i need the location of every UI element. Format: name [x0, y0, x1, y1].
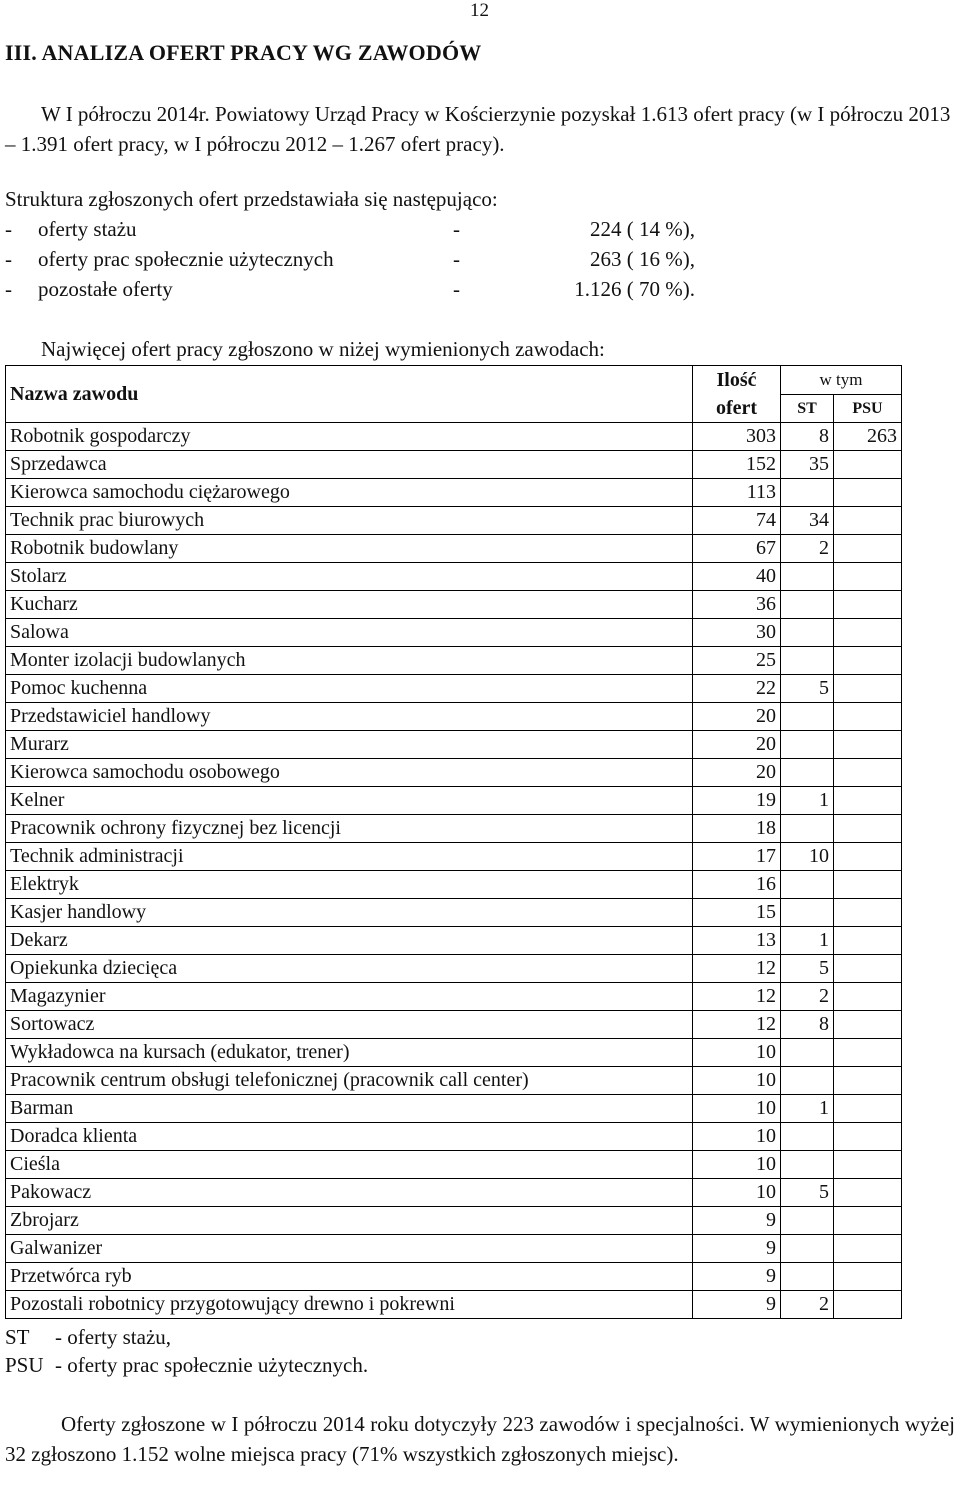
- cell-count: 10: [693, 1151, 781, 1179]
- cell-count: 18: [693, 815, 781, 843]
- table-row: [6, 1263, 902, 1291]
- cell-count: 9: [693, 1207, 781, 1235]
- cell-name: Wykładowca na kursach (edukator, trener): [6, 1039, 693, 1067]
- cell-count: 40: [693, 563, 781, 591]
- structure-item-dash: -: [5, 247, 12, 271]
- table-row: [6, 591, 902, 619]
- structure-item: [5, 217, 905, 247]
- structure-item-label: pozostałe oferty: [38, 277, 173, 301]
- cell-psu: [834, 1039, 902, 1067]
- table-row: [6, 703, 902, 731]
- cell-name: Kasjer handlowy: [6, 899, 693, 927]
- cell-name: Zbrojarz: [6, 1207, 693, 1235]
- cell-count: 20: [693, 703, 781, 731]
- cell-st: 10: [781, 843, 834, 871]
- cell-name: Cieśla: [6, 1151, 693, 1179]
- table-row: [6, 507, 902, 535]
- cell-count: 113: [693, 479, 781, 507]
- cell-st: [781, 647, 834, 675]
- cell-psu: [834, 927, 902, 955]
- structure-item-label: oferty stażu: [38, 217, 137, 241]
- cell-count: 17: [693, 843, 781, 871]
- table-row: [6, 759, 902, 787]
- cell-name: Doradca klienta: [6, 1123, 693, 1151]
- cell-psu: [834, 703, 902, 731]
- cell-psu: [834, 1067, 902, 1095]
- cell-psu: [834, 451, 902, 479]
- header-psu: PSU: [834, 394, 902, 423]
- cell-st: [781, 871, 834, 899]
- cell-name: Pracownik centrum obsługi telefonicznej (pracownik call center): [6, 1067, 693, 1095]
- cell-name: Stolarz: [6, 563, 693, 591]
- cell-psu: [834, 983, 902, 1011]
- cell-count: 9: [693, 1263, 781, 1291]
- structure-item-dash: -: [5, 277, 12, 301]
- cell-psu: [834, 1207, 902, 1235]
- cell-count: 67: [693, 535, 781, 563]
- structure-item-label: oferty prac społecznie użytecznych: [38, 247, 334, 271]
- cell-st: 8: [781, 1011, 834, 1039]
- cell-st: 8: [781, 423, 834, 451]
- cell-st: [781, 1151, 834, 1179]
- legend-abbr: PSU: [5, 1353, 44, 1377]
- cell-psu: [834, 675, 902, 703]
- cell-name: Galwanizer: [6, 1235, 693, 1263]
- cell-name: Robotnik budowlany: [6, 535, 693, 563]
- cell-st: [781, 1067, 834, 1095]
- cell-st: [781, 899, 834, 927]
- cell-psu: [834, 1151, 902, 1179]
- cell-count: 74: [693, 507, 781, 535]
- cell-count: 9: [693, 1235, 781, 1263]
- structure-item-sep: -: [453, 277, 460, 301]
- offers-table: [5, 365, 902, 1319]
- cell-name: Technik prac biurowych: [6, 507, 693, 535]
- cell-count: 16: [693, 871, 781, 899]
- cell-name: Kucharz: [6, 591, 693, 619]
- cell-st: [781, 563, 834, 591]
- cell-st: 2: [781, 1291, 834, 1319]
- cell-name: Kierowca samochodu osobowego: [6, 759, 693, 787]
- cell-count: 12: [693, 983, 781, 1011]
- cell-name: Sprzedawca: [6, 451, 693, 479]
- cell-st: [781, 1039, 834, 1067]
- table-row: [6, 983, 902, 1011]
- table-row: [6, 871, 902, 899]
- cell-name: Salowa: [6, 619, 693, 647]
- table-row: [6, 815, 902, 843]
- structure-item-value: 224 ( 14 %),: [590, 217, 695, 241]
- cell-psu: [834, 1235, 902, 1263]
- cell-psu: [834, 1123, 902, 1151]
- cell-name: Pomoc kuchenna: [6, 675, 693, 703]
- cell-st: [781, 1207, 834, 1235]
- cell-st: [781, 1263, 834, 1291]
- cell-psu: [834, 1291, 902, 1319]
- cell-psu: [834, 563, 902, 591]
- cell-count: 12: [693, 955, 781, 983]
- cell-st: [781, 591, 834, 619]
- cell-psu: [834, 535, 902, 563]
- table-row: [6, 535, 902, 563]
- cell-st: [781, 1123, 834, 1151]
- cell-count: 152: [693, 451, 781, 479]
- cell-st: 1: [781, 787, 834, 815]
- table-row: [6, 787, 902, 815]
- cell-count: 19: [693, 787, 781, 815]
- cell-st: [781, 1235, 834, 1263]
- cell-st: [781, 815, 834, 843]
- cell-count: 303: [693, 423, 781, 451]
- intro-paragraph: W I półroczu 2014r. Powiatowy Urząd Pracy w Kościerzynie pozyskał 1.613 ofert pracy (w I półroczu 2013 – 1.391 ofert pracy, w I półroczu 2012 – 1.267 ofert pracy).: [5, 102, 951, 156]
- structure-item-value: 263 ( 16 %),: [590, 247, 695, 271]
- cell-psu: [834, 1263, 902, 1291]
- cell-st: 5: [781, 1179, 834, 1207]
- table-row: [6, 1039, 902, 1067]
- cell-psu: [834, 955, 902, 983]
- table-row: [6, 451, 902, 479]
- legend-abbr: ST: [5, 1325, 30, 1349]
- cell-psu: [834, 1179, 902, 1207]
- cell-psu: [834, 507, 902, 535]
- cell-name: Sortowacz: [6, 1011, 693, 1039]
- structure-item: [5, 247, 905, 277]
- legend-item: [5, 1325, 171, 1350]
- cell-psu: [834, 843, 902, 871]
- cell-name: Monter izolacji budowlanych: [6, 647, 693, 675]
- table-row: [6, 647, 902, 675]
- table-row: [6, 927, 902, 955]
- offers-body: [6, 423, 902, 1319]
- cell-count: 22: [693, 675, 781, 703]
- cell-name: Pracownik ochrony fizycznej bez licencji: [6, 815, 693, 843]
- cell-psu: [834, 1095, 902, 1123]
- table-caption: Najwięcej ofert pracy zgłoszono w niżej wymienionych zawodach:: [41, 337, 605, 361]
- cell-count: 36: [693, 591, 781, 619]
- table-row: [6, 955, 902, 983]
- cell-psu: [834, 899, 902, 927]
- cell-name: Magazynier: [6, 983, 693, 1011]
- cell-name: Kierowca samochodu ciężarowego: [6, 479, 693, 507]
- table-row: [6, 1011, 902, 1039]
- cell-count: 30: [693, 619, 781, 647]
- cell-name: Pakowacz: [6, 1179, 693, 1207]
- table-row: [6, 1179, 902, 1207]
- table-row: [6, 479, 902, 507]
- cell-count: 10: [693, 1123, 781, 1151]
- cell-name: Barman: [6, 1095, 693, 1123]
- cell-count: 25: [693, 647, 781, 675]
- cell-st: 35: [781, 451, 834, 479]
- table-row: [6, 843, 902, 871]
- structure-item-dash: -: [5, 217, 12, 241]
- header-count: Ilość ofert: [693, 366, 781, 423]
- cell-st: 5: [781, 675, 834, 703]
- cell-name: Pozostali robotnicy przygotowujący drewno i pokrewni: [6, 1291, 693, 1319]
- cell-count: 13: [693, 927, 781, 955]
- cell-name: Opiekunka dziecięca: [6, 955, 693, 983]
- cell-count: 10: [693, 1067, 781, 1095]
- table-row: [6, 675, 902, 703]
- table-row: [6, 1067, 902, 1095]
- table-row: [6, 1151, 902, 1179]
- cell-name: Robotnik gospodarczy: [6, 423, 693, 451]
- cell-count: 15: [693, 899, 781, 927]
- table-row: [6, 1123, 902, 1151]
- cell-name: Przetwórca ryb: [6, 1263, 693, 1291]
- cell-name: Kelner: [6, 787, 693, 815]
- cell-name: Przedstawiciel handlowy: [6, 703, 693, 731]
- table-row: [6, 1095, 902, 1123]
- cell-st: 2: [781, 535, 834, 563]
- cell-count: 10: [693, 1179, 781, 1207]
- cell-name: Technik administracji: [6, 843, 693, 871]
- legend-text: - oferty stażu,: [55, 1325, 172, 1349]
- structure-item-sep: -: [453, 247, 460, 271]
- cell-count: 9: [693, 1291, 781, 1319]
- cell-count: 12: [693, 1011, 781, 1039]
- cell-psu: [834, 619, 902, 647]
- table-row: [6, 1291, 902, 1319]
- cell-st: [781, 759, 834, 787]
- cell-psu: [834, 1011, 902, 1039]
- cell-name: Dekarz: [6, 927, 693, 955]
- cell-psu: [834, 591, 902, 619]
- structure-item-value: 1.126 ( 70 %).: [574, 277, 695, 301]
- table-row: [6, 1235, 902, 1263]
- table-row: [6, 899, 902, 927]
- cell-name: Murarz: [6, 731, 693, 759]
- section-title: III. ANALIZA OFERT PRACY WG ZAWODÓW: [5, 40, 482, 65]
- cell-psu: [834, 479, 902, 507]
- header-name: Nazwa zawodu: [6, 366, 693, 423]
- structure-item: [5, 277, 905, 307]
- cell-st: [781, 619, 834, 647]
- table-row: [6, 563, 902, 591]
- cell-st: 1: [781, 927, 834, 955]
- structure-item-sep: -: [453, 217, 460, 241]
- table-row: [6, 619, 902, 647]
- structure-heading: Struktura zgłoszonych ofert przedstawiała się następująco:: [5, 187, 498, 211]
- header-st: ST: [781, 394, 834, 423]
- cell-count: 10: [693, 1095, 781, 1123]
- cell-st: [781, 703, 834, 731]
- legend-text: - oferty prac społecznie użytecznych.: [55, 1353, 369, 1377]
- cell-psu: [834, 787, 902, 815]
- cell-st: [781, 479, 834, 507]
- cell-st: 2: [781, 983, 834, 1011]
- cell-count: 20: [693, 759, 781, 787]
- cell-count: 20: [693, 731, 781, 759]
- table-row: [6, 731, 902, 759]
- header-in-which: w tym: [781, 366, 902, 395]
- table-row: [6, 423, 902, 451]
- cell-psu: [834, 731, 902, 759]
- cell-psu: [834, 871, 902, 899]
- summary-paragraph: Oferty zgłoszone w I półroczu 2014 roku dotyczyły 223 zawodów i specjalności. W wymienionych wyżej 32 zgłoszono 1.152 wolne miejsca pracy (71% wszystkich zgłoszonych miejsc).: [5, 1412, 955, 1466]
- table-row: [6, 1207, 902, 1235]
- cell-st: [781, 731, 834, 759]
- cell-st: 1: [781, 1095, 834, 1123]
- cell-st: 5: [781, 955, 834, 983]
- cell-psu: [834, 759, 902, 787]
- cell-name: Elektryk: [6, 871, 693, 899]
- cell-psu: [834, 815, 902, 843]
- cell-st: 34: [781, 507, 834, 535]
- page-number: 12: [470, 0, 489, 21]
- cell-count: 10: [693, 1039, 781, 1067]
- legend-item: [5, 1353, 368, 1378]
- cell-psu: 263: [834, 423, 902, 451]
- cell-psu: [834, 647, 902, 675]
